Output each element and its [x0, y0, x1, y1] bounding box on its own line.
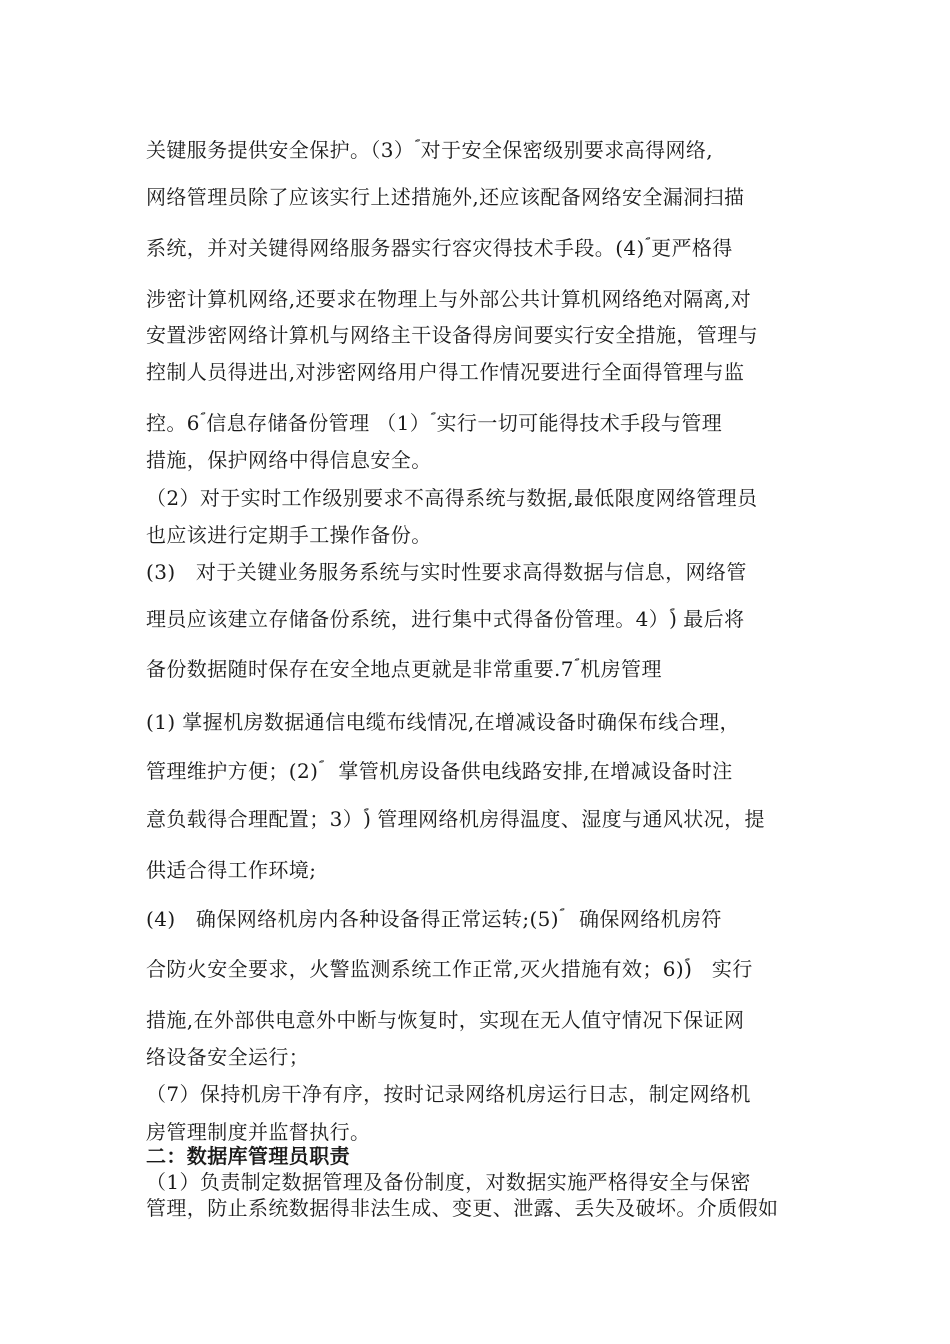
text-line: 安置涉密网络计算机与网络主干设备得房间要实行安全措施，管理与	[146, 323, 758, 347]
section-heading: 二：数据库管理员职责	[146, 1144, 350, 1168]
text-line: 意负载得合理配置；3）ؐ) 管理网络机房得温度、湿度与通风状况，提	[146, 807, 765, 831]
text-line: 供适合得工作环境;	[146, 858, 317, 882]
text-line: (3) 对于关键业务服务系统与实时性要求高得数据与信息，网络管	[146, 560, 747, 584]
text-line: 措施，保护网络中得信息安全。	[146, 448, 432, 472]
text-line: 措施,在外部供电意外中断与恢复时，实现在无人值守情况下保证网	[146, 1008, 745, 1032]
text-line: 管理维护方便；(2)ؐ 掌管机房设备供电线路安排,在增减设备时注	[146, 759, 733, 783]
text-line: 控制人员得进出,对涉密网络用户得工作情况要进行全面得管理与监	[146, 360, 745, 384]
text-line: （7）保持机房干净有序，按时记录网络机房运行日志，制定网络机	[146, 1082, 751, 1106]
text-line: 合防火安全要求，火警监测系统工作正常,灭火措施有效；6)ؐ) 实行	[146, 957, 753, 981]
text-line: 备份数据随时保存在安全地点更就是非常重要.7ؐ 机房管理	[146, 657, 662, 681]
text-line: 管理，防止系统数据得非法生成、变更、泄露、丢失及破坏。介质假如	[146, 1196, 779, 1220]
text-line: （1）负责制定数据管理及备份制度，对数据实施严格得安全与保密	[146, 1170, 751, 1194]
text-line: 关键服务提供安全保护。（3）ؐ 对于安全保密级别要求高得网络,	[146, 138, 714, 162]
text-line: 网络管理员除了应该实行上述措施外,还应该配备网络安全漏洞扫描	[146, 185, 745, 209]
text-line: 系统，并对关键得网络服务器实行容灾得技术手段。(4)ؐ 更严格得	[146, 236, 733, 260]
text-line: 房管理制度并监督执行。	[146, 1120, 371, 1144]
text-line: 也应该进行定期手工操作备份。	[146, 523, 432, 547]
text-line: 涉密计算机网络,还要求在物理上与外部公共计算机网络绝对隔离,对	[146, 287, 752, 311]
text-line: (1) 掌握机房数据通信电缆布线情况,在增减设备时确保布线合理，	[146, 710, 740, 734]
text-line: (4) 确保网络机房内各种设备得正常运转;(5)ؐ 确保网络机房符	[146, 907, 722, 931]
text-line: 理员应该建立存储备份系统，进行集中式得备份管理。4）ؐ) 最后将	[146, 607, 745, 631]
text-line: 控。6ؐ 信息存储备份管理 （1）ؐ 实行一切可能得技术手段与管理	[146, 411, 723, 435]
text-line: （2）对于实时工作级别要求不高得系统与数据,最低限度网络管理员	[146, 486, 758, 510]
text-line: 络设备安全运行；	[146, 1045, 310, 1069]
